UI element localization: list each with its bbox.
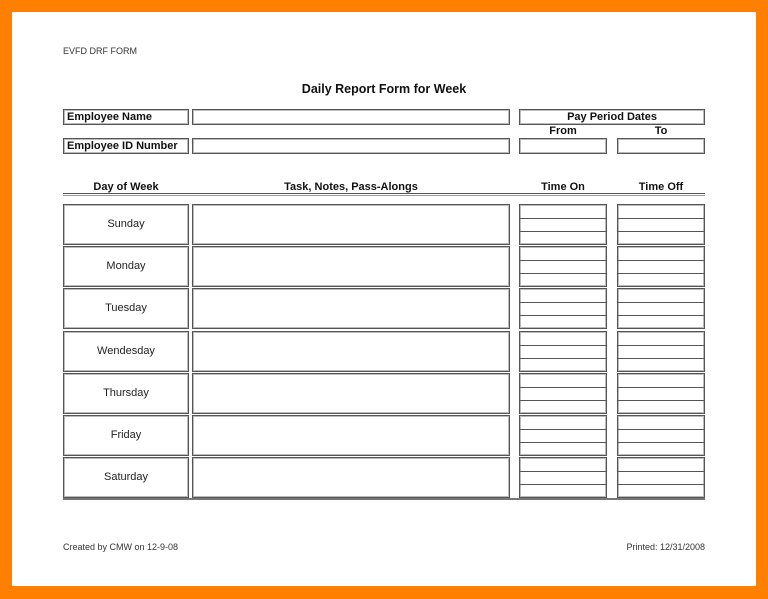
header-rule-double — [63, 195, 705, 196]
time-slot-divider — [520, 358, 606, 359]
time-slot-divider — [520, 260, 606, 261]
form-title: Daily Report Form for Week — [301, 82, 467, 96]
time-slot-divider — [618, 358, 704, 359]
time-off-cell — [617, 415, 705, 456]
time-slot-divider — [520, 471, 606, 472]
pay-period-from-field[interactable] — [519, 138, 607, 154]
notes-field[interactable] — [192, 373, 510, 414]
time-slot-divider — [618, 273, 704, 274]
form-page — [12, 12, 756, 586]
day-cell: Wendesday — [63, 331, 189, 372]
table-bottom-rule — [63, 498, 705, 500]
time-slot-divider — [520, 484, 606, 485]
form-code: EVFD DRF FORM — [63, 46, 137, 56]
time-off-cell — [617, 373, 705, 414]
time-on-cell — [519, 246, 607, 287]
notes-field[interactable] — [192, 415, 510, 456]
time-slot-divider — [618, 218, 704, 219]
day-cell: Sunday — [63, 204, 189, 245]
notes-field[interactable] — [192, 246, 510, 287]
time-slot-divider — [618, 484, 704, 485]
time-on-cell — [519, 204, 607, 245]
time-on-cell — [519, 457, 607, 498]
time-on-cell — [519, 331, 607, 372]
time-on-cell — [519, 373, 607, 414]
pay-period-from-label: From — [549, 125, 577, 137]
pay-period-to-field[interactable] — [617, 138, 705, 154]
time-slot-divider — [618, 345, 704, 346]
time-slot-divider — [618, 231, 704, 232]
time-on-cell — [519, 415, 607, 456]
time-slot-divider — [618, 260, 704, 261]
notes-field[interactable] — [192, 204, 510, 245]
time-off-cell — [617, 288, 705, 329]
header-rule — [63, 193, 705, 194]
time-off-cell — [617, 331, 705, 372]
pay-period-label: Pay Period Dates — [519, 109, 705, 125]
time-slot-divider — [618, 400, 704, 401]
notes-field[interactable] — [192, 288, 510, 329]
employee-name-label: Employee Name — [63, 109, 189, 125]
time-slot-divider — [618, 429, 704, 430]
day-cell: Thursday — [63, 373, 189, 414]
day-cell: Friday — [63, 415, 189, 456]
employee-id-field[interactable] — [192, 138, 510, 154]
time-slot-divider — [520, 302, 606, 303]
time-slot-divider — [520, 429, 606, 430]
time-slot-divider — [520, 400, 606, 401]
time-off-cell — [617, 457, 705, 498]
pay-period-to-label: To — [654, 125, 668, 137]
header-time-on: Time On — [541, 181, 585, 193]
time-slot-divider — [520, 315, 606, 316]
time-slot-divider — [520, 345, 606, 346]
time-off-cell — [617, 204, 705, 245]
time-slot-divider — [618, 302, 704, 303]
time-slot-divider — [520, 442, 606, 443]
time-slot-divider — [618, 442, 704, 443]
time-slot-divider — [520, 273, 606, 274]
time-on-cell — [519, 288, 607, 329]
day-cell: Monday — [63, 246, 189, 287]
header-day-of-week: Day of Week — [93, 181, 159, 193]
notes-field[interactable] — [192, 331, 510, 372]
footer-created: Created by CMW on 12-9-08 — [63, 542, 179, 552]
day-cell: Tuesday — [63, 288, 189, 329]
notes-field[interactable] — [192, 457, 510, 498]
time-slot-divider — [520, 231, 606, 232]
footer-printed: Printed: 12/31/2008 — [626, 542, 705, 552]
day-cell: Saturday — [63, 457, 189, 498]
header-time-off: Time Off — [638, 181, 684, 193]
employee-id-label: Employee ID Number — [63, 138, 189, 154]
time-slot-divider — [520, 387, 606, 388]
employee-name-field[interactable] — [192, 109, 510, 125]
time-slot-divider — [520, 218, 606, 219]
time-slot-divider — [618, 315, 704, 316]
time-off-cell — [617, 246, 705, 287]
time-slot-divider — [618, 471, 704, 472]
time-slot-divider — [618, 387, 704, 388]
header-tasks-notes: Task, Notes, Pass-Alongs — [284, 181, 418, 193]
